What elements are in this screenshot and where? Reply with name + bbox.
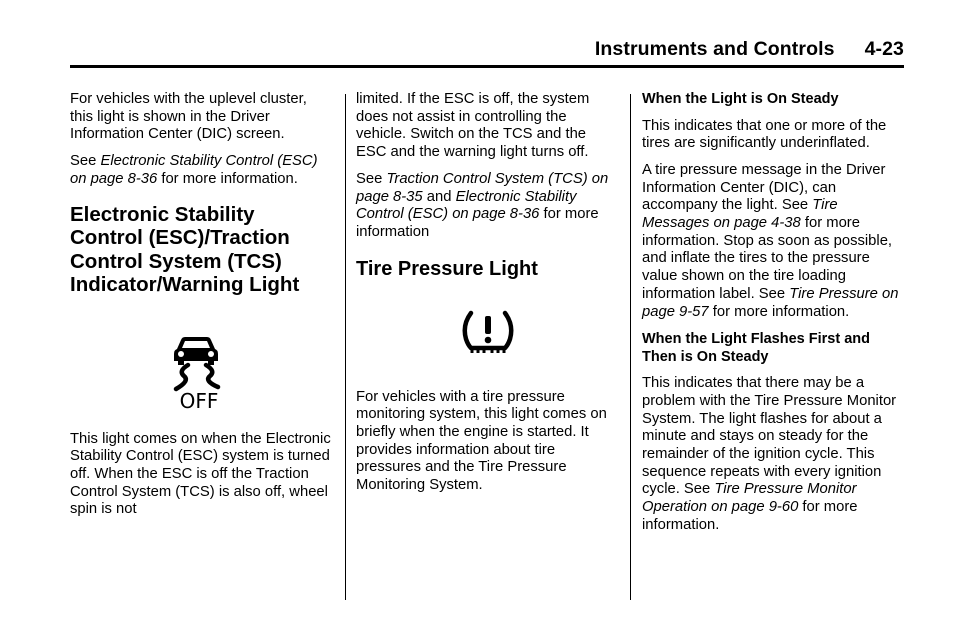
esc-off-label: OFF (179, 388, 219, 409)
text: See (70, 153, 101, 170)
section-heading: Electronic Stability Control (ESC)/Traction Control System (TCS) Indicator/Warning Light (70, 202, 300, 297)
paragraph: This light comes on when the Electronic Stability Control (ESC) system is turned off. When the ESC is off the Traction Control System (TCS) is also off, wheel spin is not (70, 430, 331, 518)
cross-reference-link[interactable]: Tire Messages on page 4-38 (642, 197, 838, 232)
text: See (356, 170, 387, 187)
column-divider (345, 94, 346, 600)
text: This indicates that there may be a problem with the Tire Pressure Monitor System. The light flashes for about a minute and stays on steady for the remainder of the ignition cycle. This sequence repeats with every ignition cycle. See (642, 375, 897, 498)
cross-reference-link[interactable]: Tire Pressure on page 9-57 (642, 285, 899, 320)
text: A tire pressure message in the Driver Information Center (DIC), can accompany the light. See (642, 161, 886, 214)
text: for more information. (642, 499, 858, 533)
paragraph: limited. If the ESC is off, the system does not assist in controlling the vehicle. Switch on the TCS and the ESC and the warning light turns off. (356, 91, 590, 161)
text: for more information. (157, 170, 298, 187)
subheading: When the Light Flashes First and Then is On Steady (642, 331, 870, 365)
text: for more information. (708, 303, 850, 320)
cross-reference-link[interactable]: Electronic Stability Control (ESC) on page 8-36 (70, 153, 318, 187)
paragraph (642, 375, 906, 534)
esc-off-icon-graphic (168, 331, 232, 409)
tire-pressure-icon (460, 307, 516, 359)
paragraph: For vehicles with the uplevel cluster, this light is shown in the Driver Information Center (DIC) screen. (70, 91, 307, 143)
cross-reference-link[interactable]: Electronic Stability Control (ESC) on page 8-36 (356, 188, 577, 223)
esc-off-icon (168, 331, 232, 409)
cross-reference-link[interactable]: Traction Control System (TCS) on page 8-35 (356, 170, 609, 205)
tire-pressure-icon-graphic (460, 307, 516, 359)
text: for more information. Stop as soon as possible, and inflate the tires to the pressure value shown on the tire loading information label. See (642, 215, 893, 302)
section-heading: Tire Pressure Light (356, 257, 538, 280)
paragraph (356, 171, 618, 242)
text: and (422, 188, 456, 205)
subheading: When the Light is On Steady (642, 91, 839, 107)
page-number: 4-23 (864, 38, 904, 60)
paragraph (70, 153, 332, 188)
paragraph: For vehicles with a tire pressure monitoring system, this light comes on briefly when the engine is started. It provides information about tire pressures and the Tire Pressure Monitoring System. (356, 388, 607, 494)
page-header (595, 38, 904, 61)
header-rule (70, 65, 904, 68)
column-2 (356, 91, 618, 504)
column-3 (642, 91, 906, 544)
column-1 (70, 91, 332, 528)
text: for more information (356, 206, 599, 240)
paragraph (642, 162, 906, 321)
paragraph: This indicates that one or more of the tires are significantly underinflated. (642, 117, 887, 152)
section-title: Instruments and Controls (594, 38, 835, 60)
column-divider (630, 94, 631, 600)
cross-reference-link[interactable]: Tire Pressure Monitor Operation on page 9-60 (642, 481, 857, 516)
